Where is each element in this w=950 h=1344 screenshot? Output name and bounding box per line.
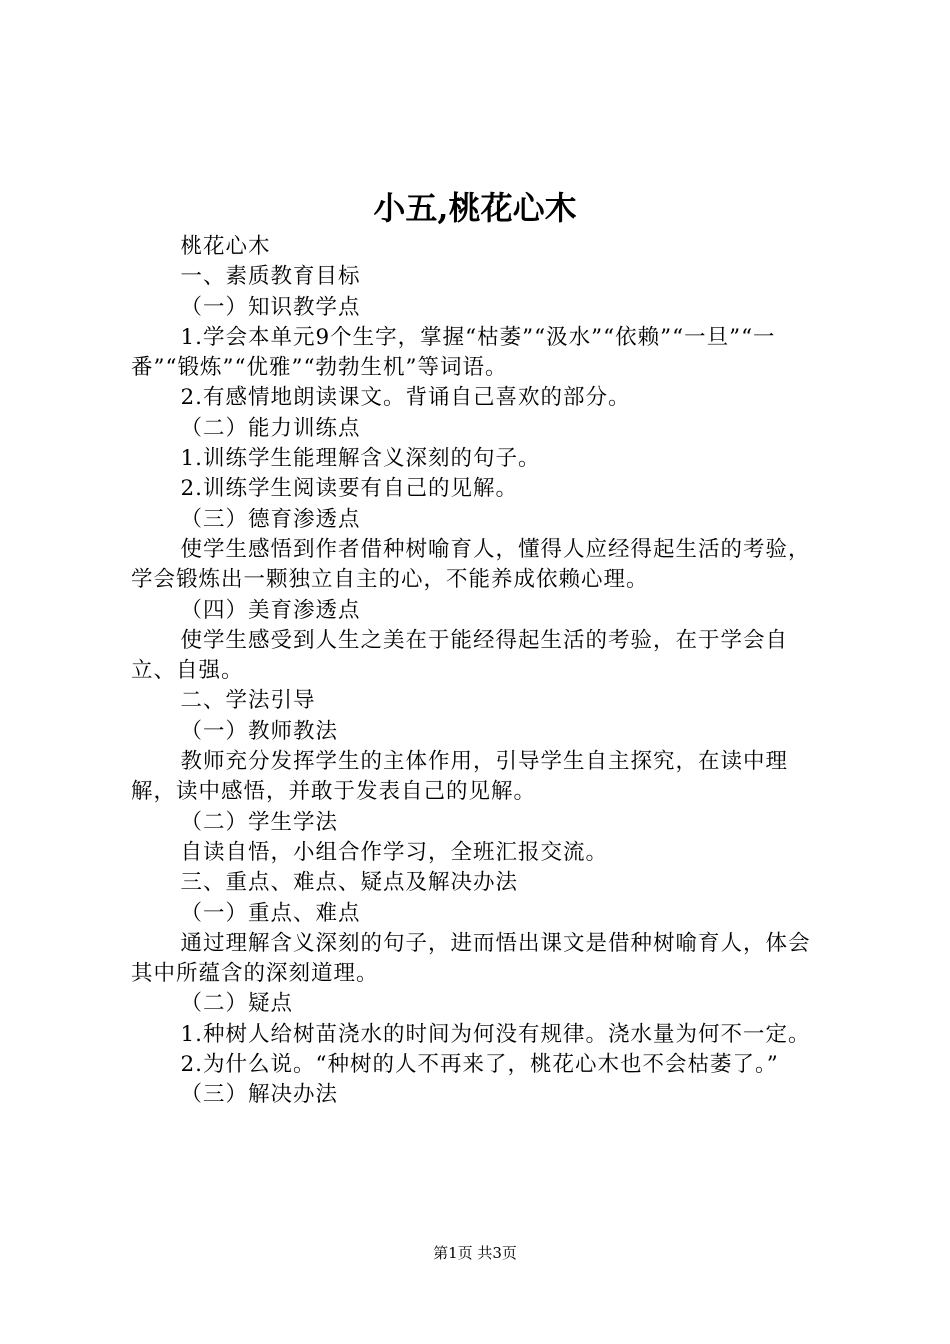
paragraph: （四）美育渗透点 — [180, 597, 361, 623]
paragraph: 一、素质教育目标 — [180, 264, 361, 290]
paragraph: （二）能力训练点 — [180, 415, 361, 441]
page-title: 小五,桃花心木 — [373, 189, 577, 227]
paragraph: （一）重点、难点 — [180, 900, 361, 926]
document-body — [131, 232, 831, 1111]
paragraph: 使学生感悟到作者借种树喻育人，懂得人应经得起生活的考验，学会锻炼出一颗独立自主的心，不能养成依赖心理。 — [131, 536, 811, 593]
paragraph: （二）学生学法 — [180, 809, 338, 835]
paragraph: 教师充分发挥学生的主体作用，引导学生自主探究，在读中理解，读中感悟，并敢于发表自己的见解。 — [131, 749, 788, 805]
paragraph: （三）德育渗透点 — [180, 506, 361, 532]
paragraph: （一）知识教学点 — [180, 294, 361, 320]
paragraph: 使学生感受到人生之美在于能经得起生活的考验，在于学会自立、自强。 — [131, 627, 788, 684]
paragraph: 桃花心木 — [180, 234, 271, 259]
paragraph: 通过理解含义深刻的句子，进而悟出课文是借种树喻育人，体会其中所蕴含的深刻道理。 — [131, 930, 811, 987]
paragraph: 二、学法引导 — [180, 688, 316, 714]
paragraph: 2.有感情地朗读课文。背诵自己喜欢的部分。 — [180, 385, 631, 411]
paragraph: 1.学会本单元9个生字，掌握“枯萎”“汲水”“依赖”“一旦”“一番”“锻炼”“优雅”“勃勃生机”等词语。 — [131, 324, 776, 381]
paragraph: 2.训练学生阅读要有自己的见解。 — [180, 476, 518, 502]
paragraph: （二）疑点 — [180, 991, 293, 1017]
paragraph: （一）教师教法 — [180, 718, 338, 744]
paragraph: 自读自悟，小组合作学习，全班汇报交流。 — [180, 839, 608, 865]
paragraph: 2.为什么说。“种树的人不再来了，桃花心木也不会枯萎了。” — [180, 1052, 779, 1078]
page-footer: 第1页 共3页 — [433, 1244, 517, 1262]
paragraph: （三）解决办法 — [180, 1082, 338, 1108]
paragraph: 1.训练学生能理解含义深刻的句子。 — [180, 446, 541, 472]
paragraph: 1.种树人给树苗浇水的时间为何没有规律。浇水量为何不一定。 — [180, 1021, 811, 1047]
paragraph: 三、重点、难点、疑点及解决办法 — [180, 870, 518, 896]
